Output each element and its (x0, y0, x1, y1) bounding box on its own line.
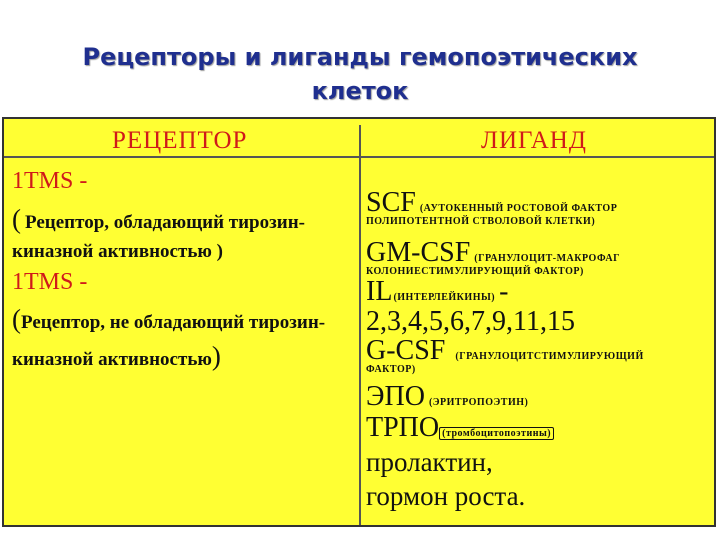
ligand-il-dash: - (499, 276, 509, 307)
ligand-trpo: ТРПО (366, 412, 440, 443)
column-divider (359, 125, 361, 527)
receptor-b-label: 1TMS - (12, 269, 88, 295)
receptor-a-text-1: Рецептор, обладающий тирозин- (25, 212, 305, 233)
ligand-scf-note-2: ПОЛИПОТЕНТНОЙ СТВОЛОВОЙ КЛЕТКИ) (366, 216, 596, 227)
title-line-2: клеток (311, 77, 409, 105)
receptor-a-paren: ( (12, 204, 21, 234)
ligand-epo-note: (ЭРИТРОПОЭТИН) (428, 397, 529, 408)
ligand-il: IL (366, 276, 393, 307)
ligand-column (366, 187, 711, 513)
receptor-ligand-table (2, 117, 716, 527)
ligand-epo: ЭПО (366, 381, 425, 412)
slide-title (0, 40, 720, 108)
receptor-a-text-2: киназной активностью ) (12, 241, 223, 262)
receptor-a-label: 1TMS - (12, 168, 88, 194)
header-receptor: РЕЦЕПТОР (112, 127, 248, 154)
ligand-gmcsf: GM-CSF (366, 237, 471, 268)
receptor-b-text-1: Рецептор, не обладающий тирозин- (21, 312, 326, 333)
ligand-il-numbers: 2,3,4,5,6,7,9,11,15 (366, 306, 575, 337)
title-line-1: Рецепторы и лиганды гемопоэтических (82, 43, 638, 71)
ligand-il-note: (ИНТЕРЛЕЙКИНЫ) (393, 292, 496, 303)
ligand-scf: SCF (366, 187, 416, 218)
receptor-column (12, 163, 354, 373)
ligand-gmcsf-note-1: (ГРАНУЛОЦИТ-МАКРОФАГ (474, 253, 620, 264)
ligand-gcsf-note-2: ФАКТОР) (366, 364, 416, 375)
ligand-scf-note-1: (АУТОКЕННЫЙ РОСТОВОЙ ФАКТОР (419, 203, 618, 214)
receptor-b-text-2: киназной активностью (12, 349, 212, 370)
header-ligand: ЛИГАНД (481, 127, 587, 154)
ligand-trpo-note: (тромбоцитопоэтины) (439, 427, 554, 440)
ligand-gcsf-note-1: (ГРАНУЛОЦИТСТИМУЛИРУЮЩИЙ (455, 351, 644, 362)
receptor-b-paren: ( (12, 304, 21, 334)
ligand-gcsf: G-CSF (366, 335, 446, 366)
ligand-growth-hormone: гормон роста. (366, 481, 526, 511)
ligand-gmcsf-note-2: КОЛОНИЕСТИМУЛИРУЮЩИЙ ФАКТОР) (366, 266, 584, 277)
ligand-prolactin: пролактин, (366, 447, 493, 477)
receptor-b-close: ) (211, 341, 221, 371)
